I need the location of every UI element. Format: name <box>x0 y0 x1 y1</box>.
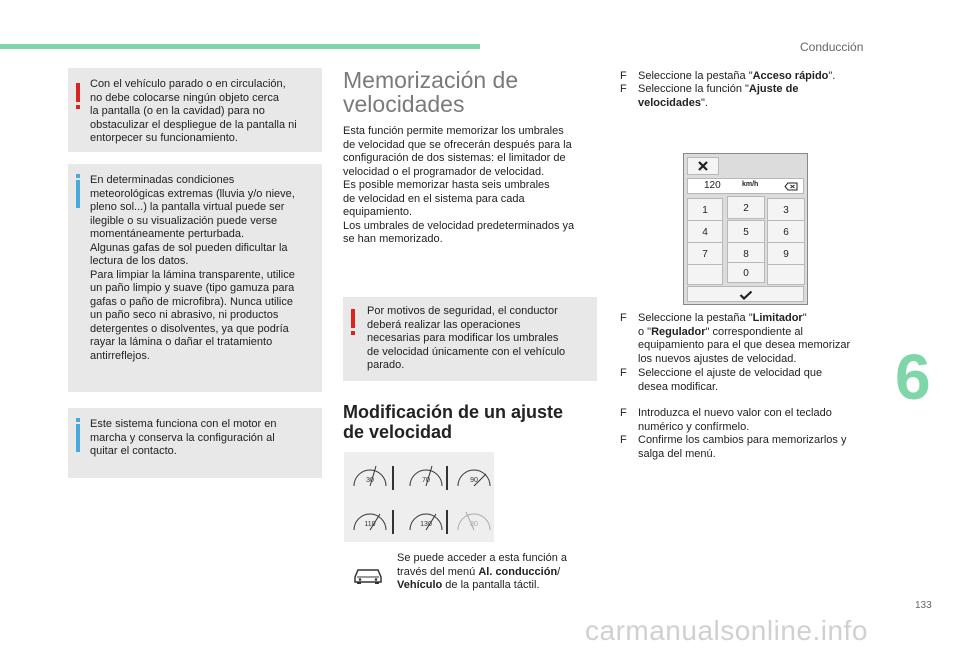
note-line: ilegible o su visualización puede verse <box>90 214 278 227</box>
text-span: / <box>557 565 561 578</box>
warning-icon <box>351 309 355 328</box>
text-span: o " <box>638 325 652 338</box>
key-label: 6 <box>783 227 789 238</box>
text-line: salga del menú. <box>638 447 716 460</box>
keypad-key <box>727 220 765 243</box>
bullet-icon: F <box>620 83 627 95</box>
body-line <box>397 566 597 580</box>
key-label: 0 <box>743 268 749 279</box>
keypad-key <box>767 198 805 221</box>
body-line: Esta función permite memorizar los umbrales <box>343 125 564 137</box>
header-accent-bar <box>0 44 480 49</box>
speed-settings-illustration <box>344 452 494 542</box>
key-label: 5 <box>743 227 749 238</box>
chapter-number: 6 <box>895 341 931 413</box>
text-span: través del menú <box>397 565 479 578</box>
info-note-engine <box>68 408 322 478</box>
note-line: lectura de los datos. <box>90 255 189 267</box>
note-line: deberá realizar las operaciones <box>367 318 521 331</box>
note-line: pleno sol...) la pantalla virtual puede ser <box>90 201 285 213</box>
text-line: Confirme los cambios para memorizarlos y <box>638 434 847 446</box>
keypad-key <box>687 220 723 243</box>
body-line: equipamiento. <box>343 206 413 218</box>
bullet-icon: F <box>620 312 627 324</box>
keypad-key <box>727 196 765 219</box>
watermark: carmanualsonline.info <box>585 615 868 646</box>
unit-label: km/h <box>742 181 759 188</box>
text-line: Seleccione el ajuste de velocidad que <box>638 367 823 379</box>
step-3 <box>620 312 880 366</box>
note-line: necesarias para modificar los umbrales <box>367 332 559 344</box>
text-span: Seleccione la función " <box>638 83 749 95</box>
bullet-icon: F <box>620 434 627 446</box>
speed-value: 110 <box>364 521 376 528</box>
note-line: Para limpiar la lámina transparente, utilice <box>90 268 295 281</box>
text-span: " <box>802 312 807 324</box>
step-2 <box>620 83 880 110</box>
heading-line: Memorización de <box>343 67 519 93</box>
body-line: Los umbrales de velocidad predeterminados ya <box>343 219 575 232</box>
menu-name: Vehículo <box>397 579 443 591</box>
note-line: momentáneamente perturbada. <box>90 228 245 240</box>
speed-gauge <box>354 516 386 538</box>
warning-note-safety <box>343 297 597 381</box>
speed-gauge <box>410 516 442 538</box>
keypad-key <box>767 242 805 265</box>
tab-name: Limitador <box>752 312 803 324</box>
section-title: Conducción <box>800 40 864 54</box>
close-icon <box>687 157 719 175</box>
gauge-separator <box>392 510 394 534</box>
menu-name: Al. conducción <box>478 565 558 578</box>
backspace-icon <box>784 182 798 191</box>
speed-gauge <box>410 472 442 494</box>
tab-name: Regulador <box>651 325 706 338</box>
note-line: Con el vehículo parado o en circulación, <box>90 78 286 90</box>
bullet-icon: F <box>620 70 627 82</box>
note-line: Algunas gafas de sol pueden dificultar la <box>90 241 288 254</box>
speed-value: 130 <box>420 521 432 528</box>
heading-line: velocidades <box>343 91 465 117</box>
key-label: 8 <box>743 249 749 260</box>
note-line: antirreflejos. <box>90 349 150 362</box>
body-line: velocidad o el programador de velocidad. <box>343 165 545 178</box>
note-line: la pantalla (o en la cavidad) para no <box>90 105 265 117</box>
text-span: de la pantalla táctil. <box>442 579 540 591</box>
note-line: rayar la lámina o dañar el tratamiento <box>90 336 273 348</box>
key-label: 3 <box>783 205 789 216</box>
text-line: equipamiento para el que desea memorizar <box>638 339 851 351</box>
keypad-key <box>687 198 723 221</box>
key-label: 4 <box>702 227 708 238</box>
keypad-key <box>727 262 765 283</box>
speed-gauge <box>458 516 490 538</box>
close-glyph <box>697 160 709 172</box>
body-line: configuración de dos sistemas: el limitador de <box>343 152 566 164</box>
info-icon <box>76 424 80 452</box>
text-line: Introduzca el nuevo valor con el teclado <box>638 407 832 419</box>
heading-line: Modificación de un ajuste <box>343 402 564 422</box>
body-line: se han memorizado. <box>343 233 443 245</box>
text-span: Seleccione la pestaña " <box>638 312 753 324</box>
speed-input-field <box>687 178 804 194</box>
key-label: 1 <box>702 205 708 216</box>
step-6 <box>620 434 880 461</box>
speed-input-value: 120 <box>704 180 721 191</box>
keypad-blank <box>687 264 723 285</box>
speed-value: 30 <box>470 521 478 528</box>
gauge-separator <box>446 510 448 534</box>
step-1 <box>620 70 880 84</box>
body-line: Es posible memorizar hasta seis umbrales <box>343 179 550 191</box>
keypad-blank <box>767 264 805 285</box>
bullet-icon: F <box>620 407 627 419</box>
key-label: 2 <box>743 203 749 214</box>
gauge-separator <box>446 466 448 490</box>
body-line: de velocidad en el sistema para cada <box>343 192 525 205</box>
info-icon <box>76 180 80 208</box>
note-line: marcha y conserva la configuración al <box>90 431 275 444</box>
body-line: Se puede acceder a esta función a <box>397 552 568 564</box>
step-5 <box>620 407 880 434</box>
section-heading-modification <box>343 402 563 442</box>
speed-value: 30 <box>366 477 374 484</box>
key-label: 7 <box>702 249 708 260</box>
step-4 <box>620 367 880 394</box>
page-number: 133 <box>915 600 932 611</box>
speed-gauge <box>354 472 386 494</box>
note-line: En determinadas condiciones <box>90 174 235 186</box>
warning-icon <box>76 83 80 102</box>
info-note-visibility <box>68 164 322 392</box>
access-instruction <box>397 552 597 593</box>
function-name: velocidades <box>638 96 701 109</box>
text-span: ". <box>700 96 708 109</box>
note-line: meteorológicas extremas (lluvia y/o nieve, <box>90 187 295 200</box>
gauge-separator <box>392 466 394 490</box>
memorization-body <box>343 125 603 247</box>
note-line: parado. <box>367 359 405 371</box>
function-name: Ajuste de <box>748 83 799 95</box>
text-span: Seleccione la pestaña " <box>638 70 753 82</box>
note-line: obstaculizar el despliegue de la pantalla ni <box>90 118 297 131</box>
note-line: Este sistema funciona con el motor en <box>90 418 277 430</box>
confirm-check-icon <box>687 286 804 302</box>
text-line: desea modificar. <box>638 380 719 393</box>
note-line: de velocidad únicamente con el vehículo <box>367 345 566 358</box>
text-span: ". <box>828 70 836 82</box>
note-line: no debe colocarse ningún objeto cerca <box>90 91 279 104</box>
body-line <box>397 579 597 593</box>
section-heading-memorization <box>343 68 518 116</box>
key-label: 9 <box>783 249 789 260</box>
text-line: los nuevos ajustes de velocidad. <box>638 352 797 365</box>
text-line: numérico y confírmelo. <box>638 420 750 433</box>
check-glyph <box>739 290 753 300</box>
body-line: de velocidad que se ofrecerán después para la <box>343 138 572 151</box>
tab-name: Acceso rápido <box>752 70 829 82</box>
car-icon <box>352 565 384 585</box>
note-line: un paño limpio y suave (tipo gamuza para <box>90 282 295 294</box>
numeric-keypad-illustration <box>683 153 808 305</box>
note-line: detergentes o disolventes, ya que podría <box>90 322 289 335</box>
note-line: Por motivos de seguridad, el conductor <box>367 305 558 317</box>
keypad-key <box>767 220 805 243</box>
text-span: " correspondiente al <box>705 325 803 338</box>
heading-line: de velocidad <box>343 422 453 442</box>
note-line: entorpecer su funcionamiento. <box>90 132 238 144</box>
speed-value: 70 <box>422 477 430 484</box>
note-line: quitar el contacto. <box>90 445 177 457</box>
speed-value: 90 <box>470 477 478 484</box>
note-line: un paño seco ni abrasivo, ni productos <box>90 309 279 321</box>
warning-note-screen <box>68 68 322 152</box>
keypad-key <box>687 242 723 265</box>
speed-gauge <box>458 472 490 494</box>
note-line: gafas o paño de microfibra). Nunca utilice <box>90 295 293 308</box>
bullet-icon: F <box>620 367 627 379</box>
